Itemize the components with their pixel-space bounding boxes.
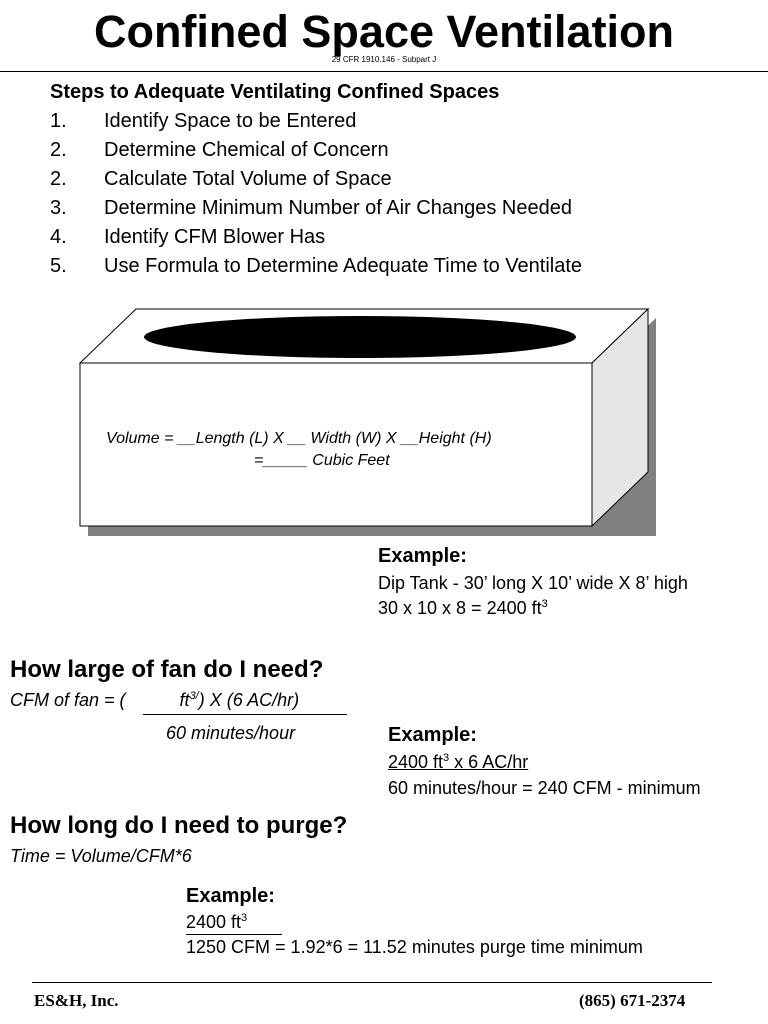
cubic-feet-line: =_____ Cubic Feet [254, 452, 390, 469]
fraction-bar [143, 714, 347, 715]
tank-opening [144, 316, 576, 358]
regulation-reference: 29 CFR 1910.146 - Subpart J [331, 55, 437, 64]
step-number: 4. [50, 226, 67, 248]
step-text: Determine Minimum Number of Air Changes Needed [104, 197, 572, 219]
step-item [50, 254, 582, 278]
volume-example-calculation: 30 x 10 x 8 = 2400 $ft^3$ [378, 598, 548, 618]
purge-example-result: 1250 CFM = 1.92*6 = 11.52 minutes purge time minimum [186, 937, 643, 957]
purge-example-numerator: 2400 $ft^3$ [186, 912, 248, 932]
page-title: Confined Space Ventilation [93, 6, 675, 57]
cfm-formula: CFM of fan = ( $ft^{3/}$) X (6 AC/hr) [10, 690, 300, 710]
steps-heading: Steps to Adequate Ventilating Confined Spaces [50, 81, 500, 103]
volume-example-heading: Example: [378, 545, 467, 567]
step-number: 3. [50, 197, 67, 219]
step-item [50, 109, 356, 133]
footer-phone: (865) 671-2374 [579, 991, 686, 1010]
step-text: Calculate Total Volume of Space [104, 168, 392, 190]
footer-divider [32, 982, 712, 983]
purge-example-heading: Example: [186, 885, 275, 907]
step-text: Use Formula to Determine Adequate Time to Ventilate [104, 255, 583, 277]
title-divider [0, 71, 768, 72]
step-item [50, 196, 572, 220]
step-item [50, 167, 392, 191]
step-text: Determine Chemical of Concern [104, 139, 389, 161]
fan-example-result: 60 minutes/hour = 240 CFM - minimum [388, 778, 701, 798]
step-number: 2. [50, 168, 67, 190]
volume-example-dimensions: Dip Tank - 30’ long X 10’ wide X 8’ high [378, 573, 688, 593]
cfm-formula-denominator: 60 minutes/hour [166, 723, 296, 743]
step-number: 2. [50, 139, 67, 161]
volume-formula: Volume = __Length (L) X __ Width (W) X __Height (H) [106, 430, 492, 447]
step-text: Identify CFM Blower Has [104, 226, 326, 248]
step-number: 5. [50, 255, 67, 277]
step-item [50, 138, 389, 162]
fan-example-heading: Example: [388, 724, 477, 746]
step-number: 1. [50, 110, 67, 132]
purge-time-question: How long do I need to purge? [10, 812, 348, 839]
tank-illustration [0, 300, 768, 545]
step-item [50, 225, 325, 249]
fan-size-question: How large of fan do I need? [10, 656, 324, 683]
fan-example-numerator: 2400 $ft^3$ x 6 AC/hr [388, 752, 529, 772]
purge-formula: Time = Volume/CFM*6 [10, 846, 192, 866]
step-text: Identify Space to be Entered [104, 110, 357, 132]
footer-company: ES&H, Inc. [34, 991, 119, 1010]
